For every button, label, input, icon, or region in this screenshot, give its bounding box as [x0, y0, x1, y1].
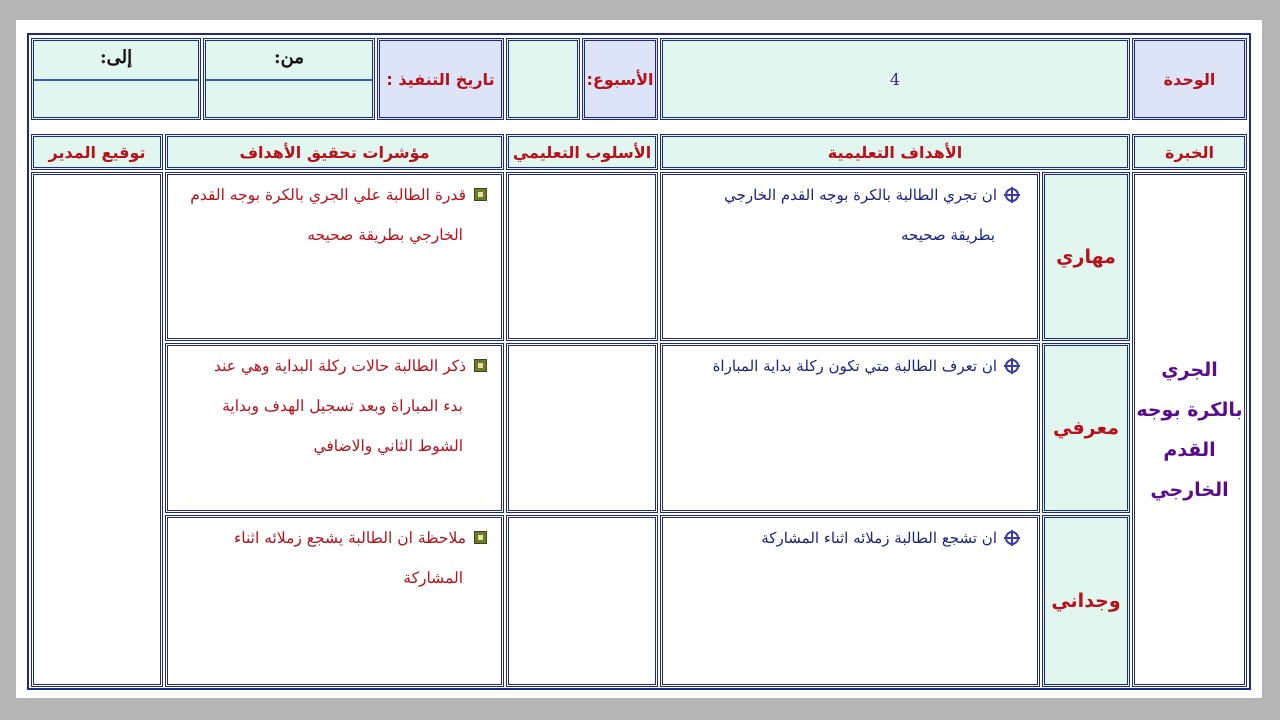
indicator-skill-line-1 [190, 175, 487, 215]
col-indicators-label: مؤشرات تحقيق الأهداف [239, 142, 430, 162]
objective-cell-affective[interactable] [660, 515, 1040, 687]
experience-line-2: بالكرة بوجه [1136, 398, 1243, 421]
col-objectives-header [660, 134, 1130, 170]
domain-affective: وجداني [1051, 590, 1121, 612]
week-label-cell [582, 38, 658, 120]
square-bullet-icon [474, 188, 487, 201]
indicator-cell-affective[interactable] [165, 515, 504, 687]
experience-line-4: الخارجي [1150, 478, 1229, 501]
from-divider [206, 79, 372, 81]
domain-cognitive: معرفي [1053, 417, 1119, 439]
crosshair-bullet-icon [1005, 531, 1019, 545]
unit-label: الوحدة [1163, 69, 1216, 89]
indicator-cognitive-line-3: الشوط الثاني والاضافي [313, 437, 463, 455]
method-cell-affective[interactable] [506, 515, 658, 687]
to-label: إلى: [99, 47, 133, 68]
objective-cell-skill[interactable] [660, 172, 1040, 341]
indicator-cell-cognitive[interactable] [165, 343, 504, 513]
objective-affective-text-1: ان تشجع الطالبة زملائه اثناء المشاركة [761, 529, 997, 547]
method-cell-skill[interactable] [506, 172, 658, 341]
col-method-header [506, 134, 658, 170]
objective-affective-line-1 [761, 518, 1019, 558]
indicator-cognitive-line-1 [214, 346, 487, 386]
objective-skill-line-1 [724, 175, 1019, 215]
indicator-cognitive-text-1: ذكر الطالبة حالات ركلة البداية وهي عند [213, 357, 466, 375]
from-label: من: [274, 47, 304, 68]
col-signature-header [31, 134, 163, 170]
principal-signature-cell[interactable] [31, 172, 163, 687]
col-signature-label: توقيع المدير [48, 142, 146, 162]
crosshair-bullet-icon [1005, 359, 1019, 373]
week-value-cell[interactable] [506, 38, 580, 120]
objective-cognitive-line-1 [713, 346, 1019, 386]
indicator-affective-text-1: ملاحظة ان الطالبة يشجع زملائه اثناء [233, 529, 466, 547]
indicator-cognitive-line-2: بدء المباراة وبعد تسجيل الهدف وبداية [222, 397, 463, 415]
square-bullet-icon [474, 531, 487, 544]
objective-cell-cognitive[interactable] [660, 343, 1040, 513]
objective-skill-line-2: بطريقة صحيحه [901, 226, 995, 244]
experience-cell [1132, 172, 1247, 687]
execution-date-label-cell [377, 38, 504, 120]
method-cell-cognitive[interactable] [506, 343, 658, 513]
col-indicators-header [165, 134, 504, 170]
col-method-label: الأسلوب التعليمي [512, 142, 652, 162]
col-objectives-label: الأهداف التعليمية [827, 142, 963, 162]
domain-skill: مهاري [1056, 245, 1116, 268]
crosshair-bullet-icon [1005, 188, 1019, 202]
objective-skill-text-1: ان تجري الطالبة بالكرة بوجه القدم الخارجي [724, 186, 997, 204]
unit-label-cell [1132, 38, 1247, 120]
indicator-cell-skill[interactable] [165, 172, 504, 341]
indicator-affective-line-1 [234, 518, 487, 558]
unit-value-cell[interactable] [660, 38, 1130, 120]
indicator-affective-line-2: المشاركة [403, 569, 463, 587]
domain-cell-affective [1042, 515, 1130, 687]
from-cell[interactable] [203, 38, 375, 120]
unit-value: 4 [889, 69, 901, 89]
week-label: الأسبوع: [586, 69, 654, 89]
col-experience-header [1132, 134, 1247, 170]
indicator-skill-text-1: قدرة الطالبة علي الجري بالكرة بوجه القدم [190, 186, 466, 204]
experience-line-1: الجري [1161, 358, 1218, 381]
objective-cognitive-text-1: ان تعرف الطالبة متي تكون ركلة بداية المباراة [712, 357, 997, 375]
square-bullet-icon [474, 359, 487, 372]
experience-line-3: القدم [1163, 438, 1216, 461]
to-cell[interactable] [31, 38, 201, 120]
execution-date-label: تاريخ التنفيذ : [386, 69, 495, 89]
domain-cell-skill [1042, 172, 1130, 341]
to-divider [34, 79, 198, 81]
indicator-skill-line-2: الخارجي بطريقة صحيحه [307, 226, 463, 244]
domain-cell-cognitive [1042, 343, 1130, 513]
col-experience-label: الخبرة [1165, 142, 1214, 162]
